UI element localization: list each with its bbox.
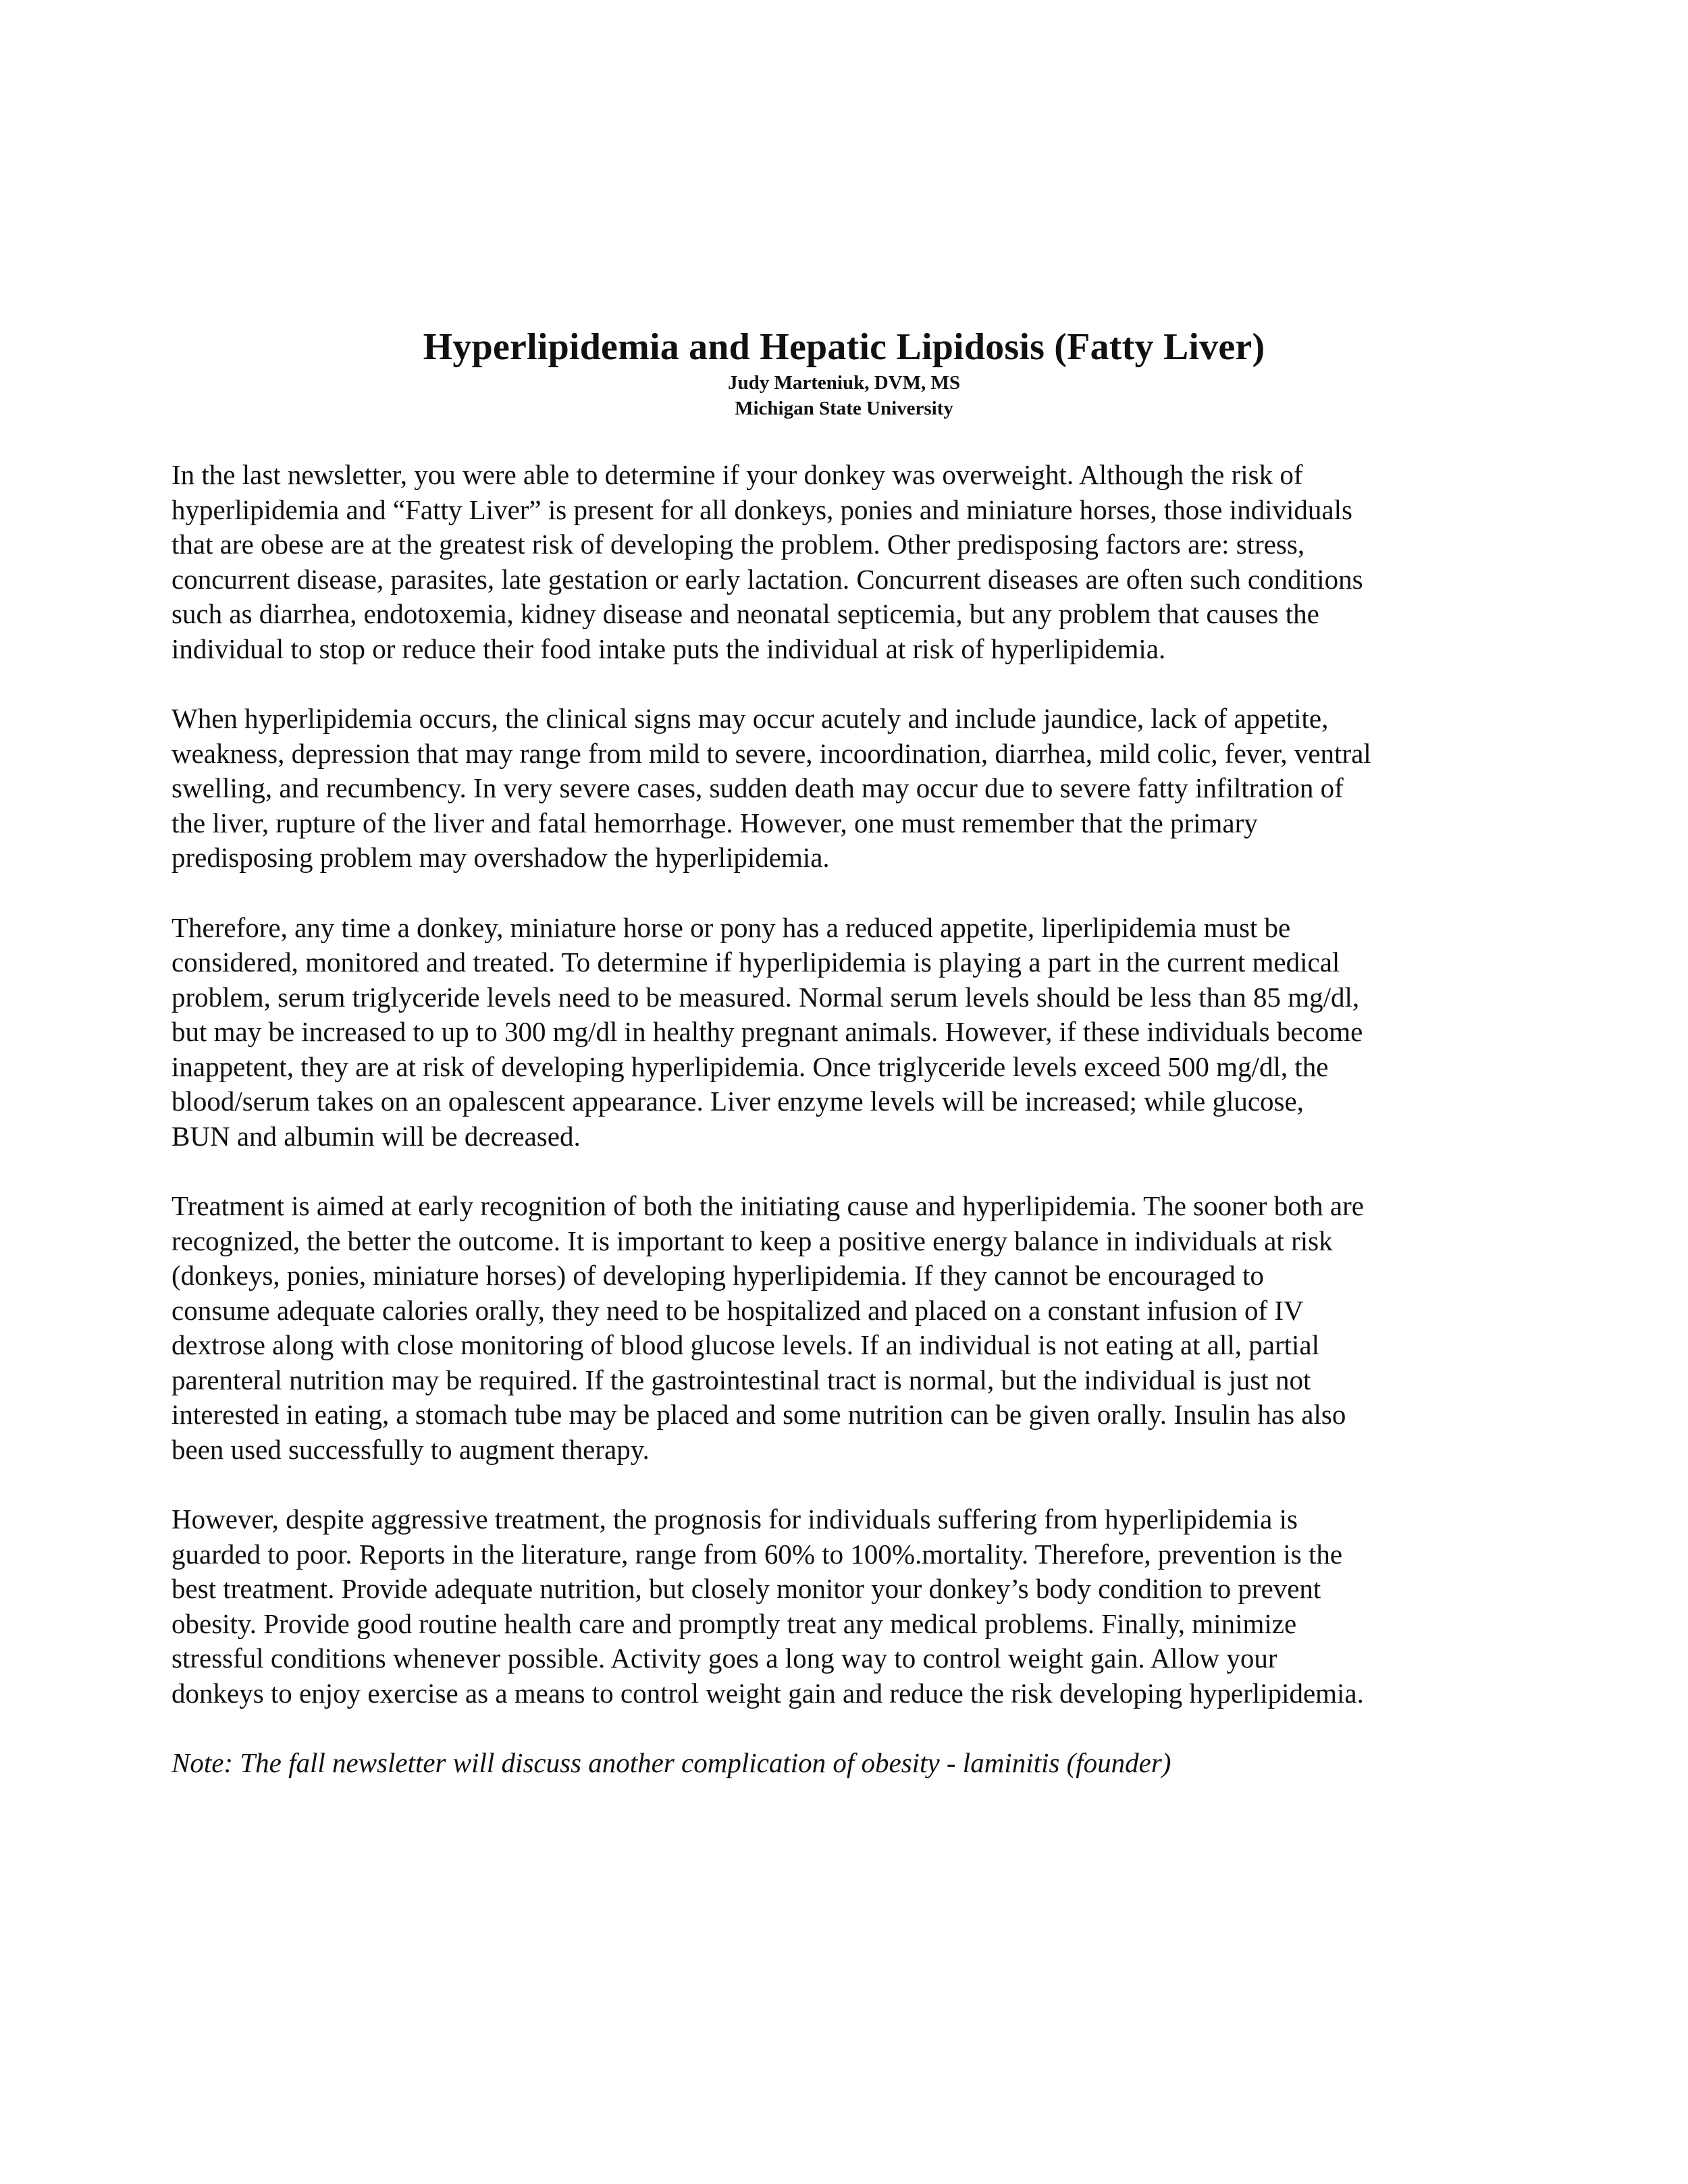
- text-line: but may be increased to up to 300 mg/dl in healthy pregnant animals. However, if these individuals become: [172, 1016, 1363, 1047]
- text-line: BUN and albumin will be decreased.: [172, 1120, 581, 1152]
- text-line: best treatment. Provide adequate nutrition, but closely monitor your donkey’s body condition to prevent: [172, 1573, 1321, 1604]
- paragraph-5: [172, 1502, 1519, 1711]
- closing-note: Note: The fall newsletter will discuss another complication of obesity - laminitis (founder): [172, 1747, 1171, 1778]
- text-line: (donkeys, ponies, miniature horses) of developing hyperlipidemia. If they cannot be encouraged to: [172, 1260, 1264, 1291]
- text-line: Therefore, any time a donkey, miniature horse or pony has a reduced appetite, liperlipidemia must be: [172, 911, 1291, 943]
- text-line: Treatment is aimed at early recognition of both the initiating cause and hyperlipidemia. The sooner both are: [172, 1190, 1364, 1221]
- text-line: consume adequate calories orally, they need to be hospitalized and placed on a constant infusion of IV: [172, 1294, 1304, 1326]
- text-line: donkeys to enjoy exercise as a means to control weight gain and reduce the risk developing hyperlipidemia.: [172, 1677, 1364, 1709]
- text-line: the liver, rupture of the liver and fatal hemorrhage. However, one must remember that the primary: [172, 807, 1258, 838]
- text-line: However, despite aggressive treatment, the prognosis for individuals suffering from hyperlipidemia is: [172, 1503, 1298, 1535]
- text-line: guarded to poor. Reports in the literature, range from 60% to 100%.mortality. Therefore, prevention is the: [172, 1538, 1343, 1570]
- author-affiliation: Michigan State University: [735, 398, 953, 419]
- text-line: interested in eating, a stomach tube may be placed and some nutrition can be given orally. Insulin has also: [172, 1399, 1346, 1430]
- paragraph-2: [172, 701, 1519, 876]
- text-line: obesity. Provide good routine health care and promptly treat any medical problems. Finally, minimize: [172, 1607, 1297, 1639]
- text-line: been used successfully to augment therapy.: [172, 1433, 650, 1465]
- text-line: parenteral nutrition may be required. If the gastrointestinal tract is normal, but the individual is just not: [172, 1364, 1311, 1395]
- text-line: dextrose along with close monitoring of blood glucose levels. If an individual is not eating at all, partial: [172, 1329, 1319, 1360]
- text-line: concurrent disease, parasites, late gestation or early lactation. Concurrent diseases are often such conditions: [172, 563, 1363, 595]
- paragraph-3: [172, 911, 1519, 1154]
- document-title: Hyperlipidemia and Hepatic Lipidosis (Fatty Liver): [423, 326, 1265, 368]
- text-line: swelling, and recumbency. In very severe cases, sudden death may occur due to severe fatty infiltration of: [172, 772, 1344, 803]
- text-line: stressful conditions whenever possible. Activity goes a long way to control weight gain. Allow your: [172, 1643, 1277, 1674]
- text-line: considered, monitored and treated. To determine if hyperlipidemia is playing a part in the current medical: [172, 947, 1340, 978]
- author-name: Judy Marteniuk, DVM, MS: [728, 372, 960, 394]
- document-header: [0, 324, 1688, 421]
- text-line: that are obese are at the greatest risk of developing the problem. Other predisposing factors are: stress,: [172, 529, 1305, 560]
- text-line: inappetent, they are at risk of developing hyperlipidemia. Once triglyceride levels exceed 500 mg/dl, the: [172, 1050, 1329, 1082]
- text-line: recognized, the better the outcome. It is important to keep a positive energy balance in individuals at risk: [172, 1225, 1333, 1256]
- paragraph-4: [172, 1189, 1519, 1467]
- paragraph-1: [172, 458, 1519, 666]
- text-line: weakness, depression that may range from mild to severe, incoordination, diarrhea, mild colic, fever, ventral: [172, 737, 1371, 769]
- text-line: individual to stop or reduce their food intake puts the individual at risk of hyperlipidemia.: [172, 633, 1166, 664]
- text-line: predisposing problem may overshadow the hyperlipidemia.: [172, 842, 830, 873]
- text-line: blood/serum takes on an opalescent appearance. Liver enzyme levels will be increased; while glucose,: [172, 1086, 1304, 1117]
- text-line: such as diarrhea, endotoxemia, kidney disease and neonatal septicemia, but any problem that causes the: [172, 598, 1319, 629]
- article-body: [172, 458, 1519, 1781]
- text-line: problem, serum triglyceride levels need to be measured. Normal serum levels should be less than 85 mg/dl,: [172, 981, 1360, 1013]
- text-line: In the last newsletter, you were able to determine if your donkey was overweight. Although the risk of: [172, 459, 1303, 490]
- text-line: hyperlipidemia and “Fatty Liver” is present for all donkeys, ponies and miniature horses, those individuals: [172, 494, 1352, 525]
- text-line: When hyperlipidemia occurs, the clinical signs may occur acutely and include jaundice, lack of appetite,: [172, 703, 1329, 734]
